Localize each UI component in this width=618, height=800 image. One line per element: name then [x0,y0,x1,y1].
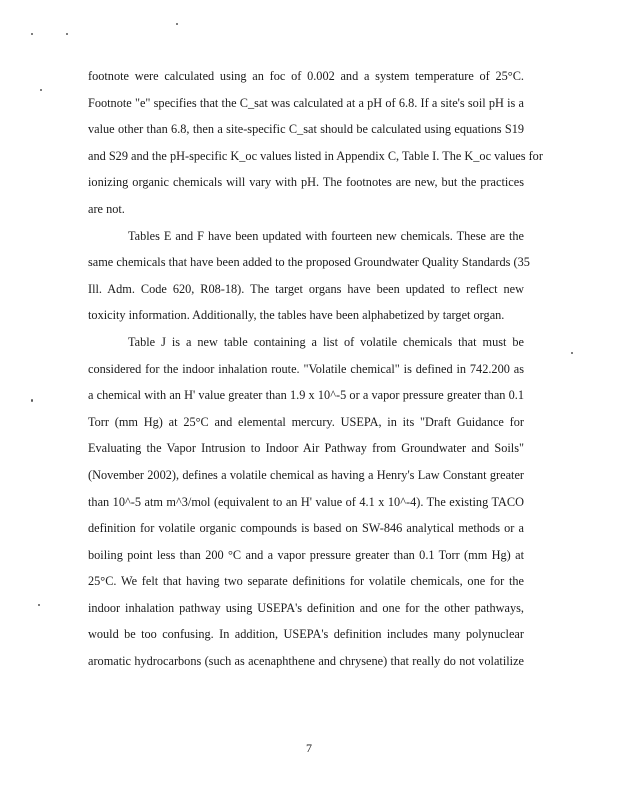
text-line: ionizing organic chemicals will vary with pH. The footnotes are new, but the practices [88,175,524,190]
scan-speck [38,604,40,606]
text-line: a chemical with an H' value greater than 1.9 x 10^-5 or a vapor pressure greater than 0.1 [88,388,524,403]
scan-speck [31,399,33,402]
scan-speck [40,89,42,91]
text-line: boiling point less than 200 °C and a vapor pressure greater than 0.1 Torr (mm Hg) at [88,547,524,562]
text-line: definition for volatile organic compounds is based on SW-846 analytical methods or a [88,521,524,536]
text-line: than 10^-5 atm m^3/mol (equivalent to an H' value of 4.1 x 10^-4). The existing TACO [88,494,524,509]
text-line: Footnote "e" specifies that the C_sat was calculated at a pH of 6.8. If a site's soil pH is a [88,95,524,110]
text-line: Evaluating the Vapor Intrusion to Indoor Air Pathway from Groundwater and Soils" [88,441,524,456]
text-line: are not. [88,201,125,216]
scan-speck [31,33,33,35]
text-line: and S29 and the pH-specific K_oc values listed in Appendix C, Table I. The K_oc values for [88,148,543,163]
text-line: toxicity information. Additionally, the tables have been alphabetized by target organ. [88,308,505,323]
text-line: Table J is a new table containing a list of volatile chemicals that must be [128,334,524,349]
text-line: considered for the indoor inhalation route. "Volatile chemical" is defined in 742.200 as [88,361,524,376]
text-line: same chemicals that have been added to the proposed Groundwater Quality Standards (35 [88,255,530,270]
text-line: 25°C. We felt that having two separate definitions for volatile chemicals, one for the [88,574,524,589]
text-line: (November 2002), defines a volatile chemical as having a Henry's Law Constant greater [88,467,524,482]
text-line: would be too confusing. In addition, USEPA's definition includes many polynuclear [88,627,524,642]
text-line: Ill. Adm. Code 620, R08-18). The target organs have been updated to reflect new [88,281,524,296]
scan-speck [176,23,178,25]
text-line: Tables E and F have been updated with fourteen new chemicals. These are the [128,228,524,243]
page-number: 7 [306,741,312,755]
text-line: footnote were calculated using an foc of 0.002 and a system temperature of 25°C. [88,69,524,83]
text-line: Torr (mm Hg) at 25°C and elemental mercury. USEPA, in its "Draft Guidance for [88,414,524,429]
text-line: value other than 6.8, then a site-specific C_sat should be calculated using equations S19 [88,122,524,137]
scan-speck [66,33,68,35]
text-line: indoor inhalation pathway using USEPA's definition and one for the other pathways, [88,600,524,615]
scan-speck [571,352,573,354]
body-text [88,63,543,675]
text-line: aromatic hydrocarbons (such as acenaphthene and chrysene) that really do not volatilize [88,654,524,669]
